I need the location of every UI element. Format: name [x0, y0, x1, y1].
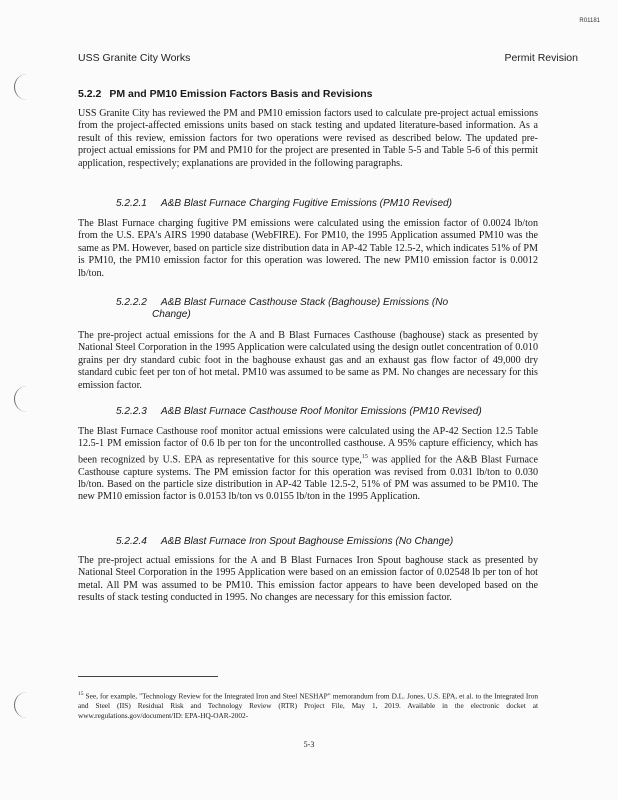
section-number: 5.2.2	[78, 88, 102, 100]
punch-hole-mark	[14, 386, 29, 412]
footnote-mark: 15	[78, 691, 84, 697]
section-title: PM and PM10 Emission Factors Basis and Revisions	[109, 88, 373, 100]
footnote-reference: 15	[361, 453, 368, 460]
document-code: R01181	[579, 18, 600, 24]
subsection-heading: 5.2.2.3 A&B Blast Furnace Casthouse Roof Monitor Emissions (PM10 Revised)	[116, 406, 482, 417]
footnote	[78, 690, 538, 720]
section-heading	[78, 88, 373, 100]
subsection-heading: 5.2.2.4 A&B Blast Furnace Iron Spout Baghouse Emissions (No Change)	[116, 536, 454, 547]
page-number: 5-3	[303, 740, 315, 749]
subsection-paragraph: The pre-project actual emissions for the A and B Blast Furnaces Iron Spout baghouse stack as presented by National Steel Corporation in the 1995 Application were based on an emission factor of 0.02548 lb per ton of hot metal. All PM was assumed to be PM10. This emission factor appears to have been developed based on the results of stack testing conducted in 1995. No changes are necessary for this emission factor.	[78, 555, 538, 604]
subsection-heading-continued: Change)	[152, 309, 191, 320]
punch-hole-mark	[14, 692, 29, 718]
footnote-divider	[78, 676, 218, 677]
header-left: USS Granite City Works	[78, 52, 191, 64]
header-right: Permit Revision	[504, 52, 578, 64]
footnote-text: See, for example, "Technology Review for the Integrated Iron and Steel NESHAP" memorandum from D.L. Jones, U.S. EPA, et al. to the Integrated Iron and Steel (IIS) Residual Risk and Technology Review (RTR) Project File, May 1, 2019. Available in the electronic docket at www.regulations.gov/document/ID: EPA-HQ-OAR-2002-	[78, 691, 538, 720]
subsection-paragraph: The Blast Furnace Casthouse roof monitor actual emissions were calculated using the AP-42 Section 12.5 Table 12.5-1 PM emission factor of 0.6 lb per ton for the uncontrolled casthouse. A 95% capture efficiency, which has been recognized by U.S. EPA as representative for this source type,$^{15}$ was applied for the A&B Blast Furnace Casthouse capture systems. The PM emission factor for this operation was revised from 0.031 lb/ton to 0.030 lb/ton. Based on the particle size distribution in AP-42 Table 12.5-2, 51% of PM was assumed to be PM10. The new PM10 emission factor is 0.0153 lb/ton vs 0.0155 lb/ton in the 1995 Application.	[78, 426, 538, 503]
subsection-heading: 5.2.2.1 A&B Blast Furnace Charging Fugitive Emissions (PM10 Revised)	[116, 198, 453, 209]
subsection-paragraph: The pre-project actual emissions for the A and B Blast Furnaces Casthouse (baghouse) stack as presented by National Steel Corporation in the 1995 Application were calculated using the design outlet concentration of 0.010 grains per dry standard cubic foot in the baghouse exhaust gas and an exhaust gas flow factor of 49,000 dry standard cubic feet per ton of hot metal. PM10 was assumed to be same as PM. No changes are necessary for this emission factor.	[78, 330, 538, 391]
punch-hole-mark	[14, 74, 29, 100]
subsection-heading: 5.2.2.2 A&B Blast Furnace Casthouse Stack (Baghouse) Emissions (No	[116, 297, 449, 308]
subsection-paragraph: The Blast Furnace charging fugitive PM emissions were calculated using the emission factor of 0.0024 lb/ton from the U.S. EPA's AIRS 1990 database (WebFIRE). For PM10, the 1995 Application assumed PM10 was the same as PM. However, based on particle size distribution data in AP-42 Table 12.5-2, which indicates 51% of PM is PM10, the PM10 emission factor for this operation was lowered. The new PM10 emission factor is 0.0012 lb/ton.	[78, 218, 538, 279]
intro-paragraph: USS Granite City has reviewed the PM and PM10 emission factors used to calculate pre-project actual emissions from the project-affected emissions units based on stack testing and updated literature-based information. As a result of this review, emission factors for two operations were revised as described below. The updated pre-project actual emissions for PM and PM10 for the project are presented in Table 5-5 and Table 5-6 of this permit application, respectively; explanations are provided in the following paragraphs.	[78, 108, 538, 169]
